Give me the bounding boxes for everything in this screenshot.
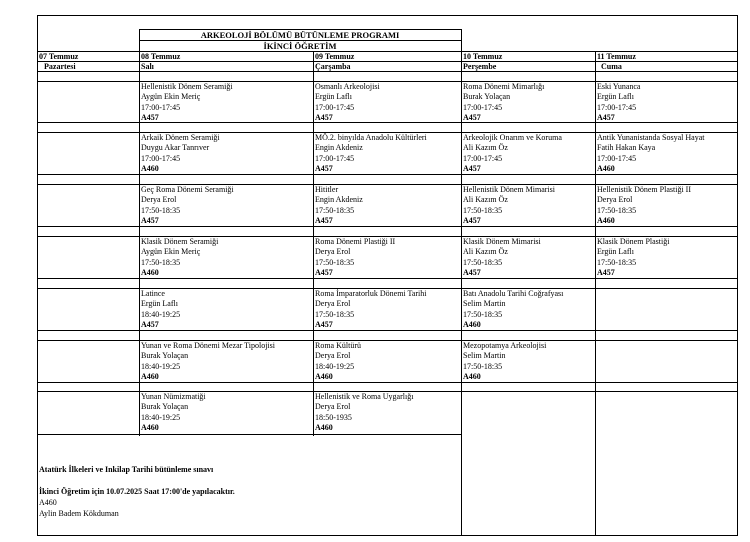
instructor-name: Ergün Laflı xyxy=(597,247,634,257)
course-name: MÖ.2. binyılda Anadolu Kültürleri xyxy=(315,133,427,142)
exam-cell xyxy=(315,82,380,124)
ataturk-exam-note: Atatürk İlkeleri ve Inkilap Tarihi bütünleme sınavı xyxy=(39,465,214,474)
instructor-name: Burak Yolaçan xyxy=(141,351,189,361)
exam-room: A457 xyxy=(315,164,333,174)
col-rule-3 xyxy=(461,51,462,535)
exam-room: A457 xyxy=(141,113,159,123)
exam-time: 17:00-17:45 xyxy=(463,102,503,112)
exam-room: A457 xyxy=(597,268,615,278)
exam-cell xyxy=(141,133,220,175)
exam-room: A457 xyxy=(463,113,481,123)
exam-room: A460 xyxy=(141,372,159,382)
instructor-name: Burak Yolaçan xyxy=(141,402,189,412)
exam-time: 18:40-19:25 xyxy=(141,361,181,371)
instructor-name: Ergün Laflı xyxy=(141,299,178,309)
exam-cell xyxy=(463,185,555,227)
exam-room: A460 xyxy=(597,164,615,174)
instructor-name: Ali Kazım Öz xyxy=(463,247,508,257)
instructor-name: Duygu Akar Tanrıver xyxy=(141,143,210,153)
course-name: Yunan Nümizmatiği xyxy=(141,392,206,401)
exam-room: A457 xyxy=(315,113,333,123)
exam-cell xyxy=(141,392,206,434)
exam-time: 17:50-18:35 xyxy=(597,205,637,215)
instructor-name: Derya Erol xyxy=(315,299,351,309)
title-right-rule xyxy=(461,29,462,52)
instructor-name: Engin Akdeniz xyxy=(315,143,363,153)
instructor-name: Burak Yolaçan xyxy=(463,92,511,102)
col-day-thu: Perşembe xyxy=(463,62,497,71)
exam-time: 18:40-19:25 xyxy=(315,361,355,371)
course-name: Antik Yunanistanda Sosyal Hayat xyxy=(597,133,705,142)
exam-time: 18:50-1935 xyxy=(315,412,352,422)
col-day-mon: Pazartesi xyxy=(44,62,76,71)
instructor-name: Selim Martin xyxy=(463,299,506,309)
exam-room: A457 xyxy=(463,164,481,174)
course-name: Geç Roma Dönemi Seramiği xyxy=(141,185,234,194)
exam-cell xyxy=(141,289,180,331)
exam-time: 17:50-18:35 xyxy=(463,205,503,215)
schedule-subtitle: İKİNCİ ÖĞRETİM xyxy=(263,41,337,51)
col-date-fri: 11 Temmuz xyxy=(597,52,636,61)
instructor-name: Derya Erol xyxy=(315,247,351,257)
exam-time: 17:50-18:35 xyxy=(141,257,181,267)
exam-room: A457 xyxy=(463,216,481,226)
exam-cell xyxy=(597,82,640,124)
exam-time: 17:00-17:45 xyxy=(597,153,637,163)
exam-room: A460 xyxy=(463,372,481,382)
course-name: Yunan ve Roma Dönemi Mezar Tipolojisi xyxy=(141,341,275,350)
course-name: Eski Yunanca xyxy=(597,82,641,91)
exam-time: 17:50-18:35 xyxy=(463,361,503,371)
exam-cell xyxy=(315,289,427,331)
exam-cell xyxy=(463,82,544,124)
exam-room: A457 xyxy=(463,268,481,278)
exam-room: A457 xyxy=(315,268,333,278)
course-name: Roma Kültürü xyxy=(315,341,361,350)
instructor-name: Derya Erol xyxy=(141,195,177,205)
exam-cell xyxy=(463,133,562,175)
instructor-name: Ergün Laflı xyxy=(315,92,352,102)
course-name: Roma İmparatorluk Dönemi Tarihi xyxy=(315,289,427,298)
exam-time: 17:00-17:45 xyxy=(315,153,355,163)
exam-room: A460 xyxy=(597,216,615,226)
col-rule-2 xyxy=(313,51,314,436)
col-rule-1 xyxy=(139,51,140,436)
instructor-name: Ali Kazım Öz xyxy=(463,143,508,153)
instructor-name: Fatih Hakan Kaya xyxy=(597,143,656,153)
exam-room: A457 xyxy=(597,113,615,123)
exam-time: 17:00-17:45 xyxy=(141,102,181,112)
exam-cell xyxy=(141,185,234,227)
exam-time: 18:40-19:25 xyxy=(141,309,181,319)
exam-time: 17:50-18:35 xyxy=(463,309,503,319)
course-name: Roma Dönemi Plastiği II xyxy=(315,237,396,246)
col-day-tue: Salı xyxy=(141,62,154,71)
exam-time: 17:00-17:45 xyxy=(315,102,355,112)
col-date-tue: 08 Temmuz xyxy=(141,52,181,61)
instructor-name: Ali Kazım Öz xyxy=(463,195,508,205)
instructor-name: Engin Akdeniz xyxy=(315,195,363,205)
course-name: Batı Anadolu Tarihi Coğrafyası xyxy=(463,289,564,298)
exam-cell xyxy=(315,185,363,227)
course-name: Hellenistik Dönem Seramiği xyxy=(141,82,233,91)
exam-cell xyxy=(463,341,546,383)
col-date-wed: 09 Temmuz xyxy=(315,52,355,61)
instructor-name: Aygün Ekin Meriç xyxy=(141,92,201,102)
course-name: Hellenistik Dönem Plastiği II xyxy=(597,185,691,194)
exam-cell xyxy=(597,237,669,279)
course-name: Klasik Dönem Plastiği xyxy=(597,237,670,246)
exam-time: 17:00-17:45 xyxy=(597,102,637,112)
exam-time: 17:50-18:35 xyxy=(315,205,355,215)
ataturk-exam-instructor: Aylin Badem Kökduman xyxy=(39,509,119,518)
exam-time: 17:50-18:35 xyxy=(315,309,355,319)
exam-room: A460 xyxy=(141,164,159,174)
exam-cell xyxy=(463,289,563,331)
col-day-fri: Cuma xyxy=(601,62,622,71)
course-name: Latince xyxy=(141,289,165,298)
exam-time: 17:00-17:45 xyxy=(141,153,181,163)
col-rule-4 xyxy=(595,51,596,535)
exam-time: 18:40-19:25 xyxy=(141,412,181,422)
exam-room: A460 xyxy=(315,423,333,433)
col-date-mon: 07 Temmuz xyxy=(39,52,79,61)
row-rule xyxy=(37,434,461,435)
exam-room: A457 xyxy=(141,216,159,226)
exam-room: A457 xyxy=(141,320,159,330)
exam-room: A460 xyxy=(463,320,481,330)
exam-room: A457 xyxy=(315,320,333,330)
course-name: Klasik Dönem Seramiği xyxy=(141,237,219,246)
exam-time: 17:50-18:35 xyxy=(597,257,637,267)
exam-cell xyxy=(463,237,541,279)
course-name: Roma Dönemi Mimarlığı xyxy=(463,82,545,91)
instructor-name: Derya Erol xyxy=(315,402,351,412)
instructor-name: Ergün Laflı xyxy=(597,92,634,102)
instructor-name: Selim Martin xyxy=(463,351,506,361)
exam-cell xyxy=(141,237,218,279)
exam-cell xyxy=(597,133,704,175)
exam-cell xyxy=(315,392,413,434)
exam-cell xyxy=(141,82,233,124)
exam-time: 17:00-17:45 xyxy=(463,153,503,163)
exam-cell xyxy=(315,237,395,279)
course-name: Klasik Dönem Mimarisi xyxy=(463,237,541,246)
exam-cell xyxy=(315,341,361,383)
exam-cell xyxy=(141,341,275,383)
col-day-wed: Çarşamba xyxy=(315,62,351,71)
ataturk-exam-date: İkinci Öğretim için 10.07.2025 Saat 17:00'de yapılacaktır. xyxy=(39,487,235,496)
ataturk-exam-room: A460 xyxy=(39,498,57,507)
course-name: Hellenistik ve Roma Uygarlığı xyxy=(315,392,414,401)
exam-time: 17:50-18:35 xyxy=(463,257,503,267)
exam-room: A457 xyxy=(315,216,333,226)
instructor-name: Aygün Ekin Meriç xyxy=(141,247,201,257)
col-date-thu: 10 Temmuz xyxy=(463,52,503,61)
exam-cell xyxy=(315,133,427,175)
course-name: Osmanlı Arkeolojisi xyxy=(315,82,380,91)
exam-room: A460 xyxy=(141,268,159,278)
exam-cell xyxy=(597,185,691,227)
course-name: Hititler xyxy=(315,185,339,194)
instructor-name: Derya Erol xyxy=(597,195,633,205)
exam-room: A460 xyxy=(141,423,159,433)
course-name: Arkeolojik Onarım ve Koruma xyxy=(463,133,562,142)
exam-time: 17:50-18:35 xyxy=(141,205,181,215)
exam-room: A460 xyxy=(315,372,333,382)
instructor-name: Derya Erol xyxy=(315,351,351,361)
course-name: Arkaik Dönem Seramiği xyxy=(141,133,220,142)
schedule-title: ARKEOLOJİ BÖLÜMÜ BÜTÜNLEME PROGRAMI xyxy=(200,30,400,40)
course-name: Mezopotamya Arkeolojisi xyxy=(463,341,547,350)
exam-time: 17:50-18:35 xyxy=(315,257,355,267)
course-name: Hellenistik Dönem Mimarisi xyxy=(463,185,555,194)
